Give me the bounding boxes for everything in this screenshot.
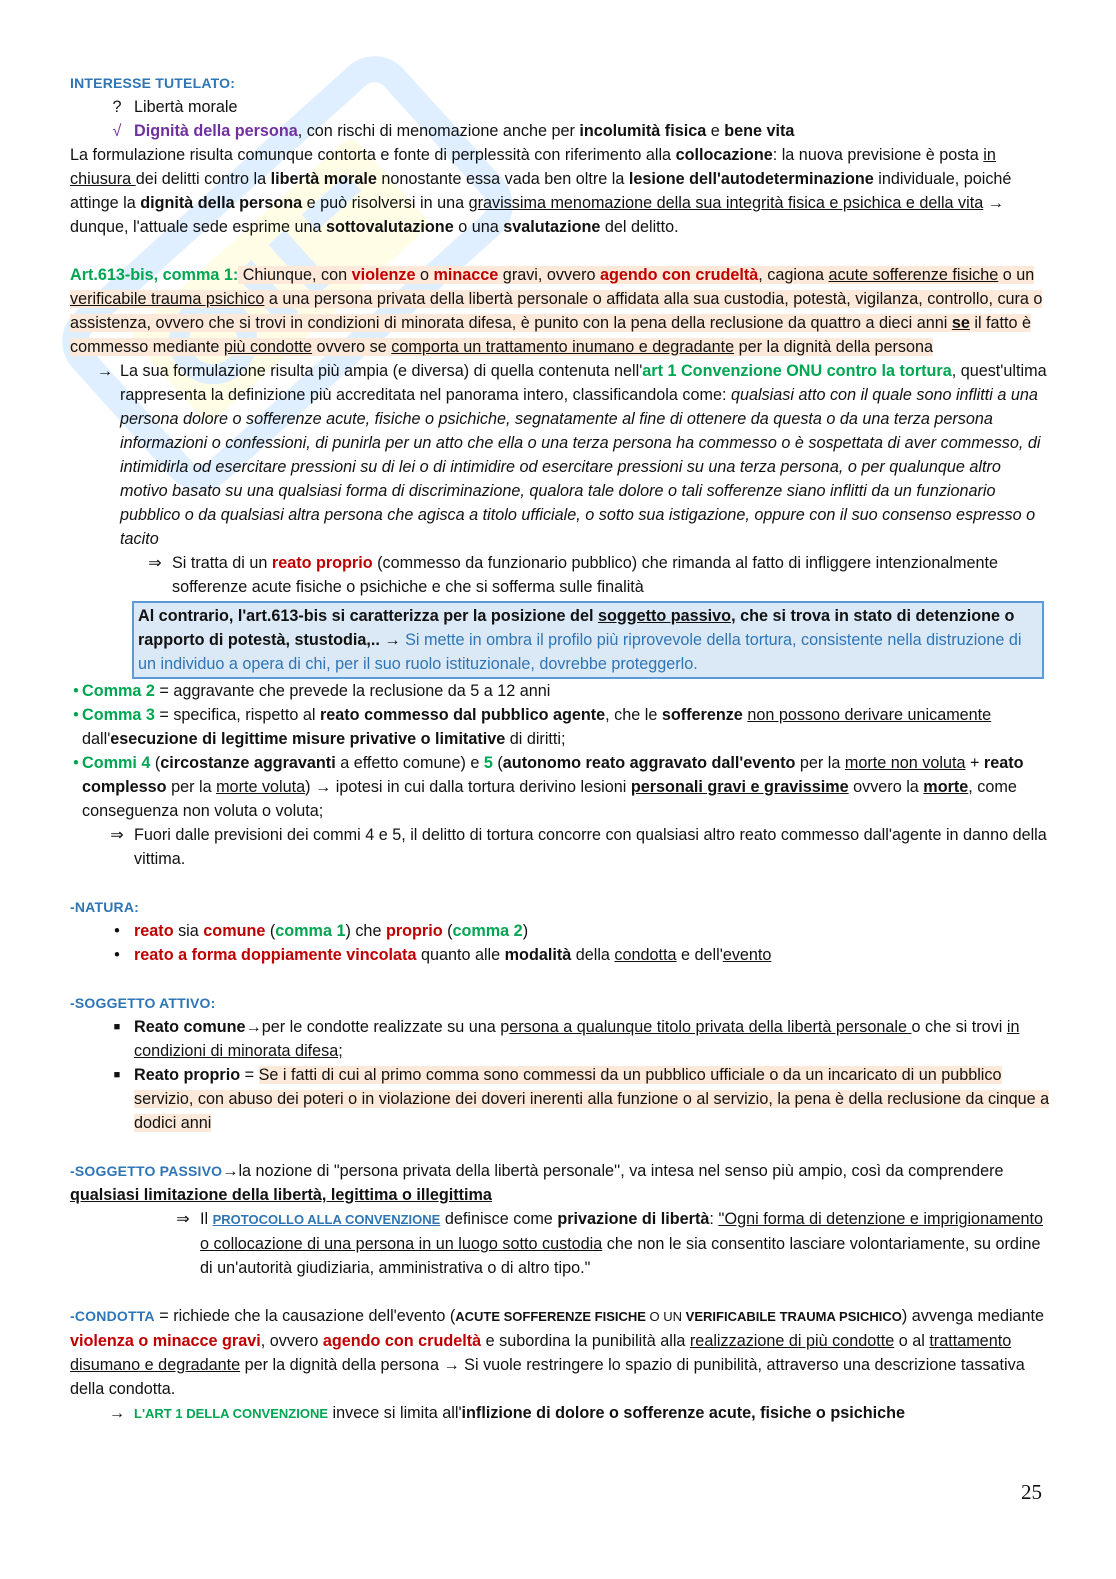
natura-item-1: • reato sia comune (comma 1) che proprio (comma 2): [70, 919, 1050, 943]
document-page: [70, 71, 1050, 1426]
implies-arrow-icon: ⇒: [176, 1210, 190, 1228]
onu-convention-item: → La sua formulazione risulta più ampia (e diversa) di quella contenuta nell'art 1 Convenzione ONU contro la tortura, quest'ultima rappresenta la definizione più accreditata nel panorama intero, classificandola come: qualsiasi atto con il quale sono inflitti a una persona dolore o sofferenze acute, fisiche o psichiche, segnatamente al fine di ottenere da questa o da una terza persona informazioni o confessioni, di punirla per un atto che ella o una terza persona ha commesso o è sospettata di aver commesso, di intimidirla od esercitare pressioni su di lei o di intimidire od esercitare pressioni su una terza persona, o per qualunque altro motivo basato su una qualsiasi forma di discriminazione, qualora tale dolore o tali sofferenze siano inflitti da un funzionario pubblico o da qualsiasi altra persona che agisca a titolo ufficiale, o sotto sua istigazione, oppure con il suo consenso espresso o tacito: [70, 359, 1050, 551]
article-613-bis-text: Art.613-bis, comma 1: Chiunque, con violenze o minacce gravi, ovvero agendo con crudeltà, cagiona acute sofferenze fisiche o un verificabile trauma psichico a una persona privata della libertà personale o affidata alla sua custodia, potestà, vigilanza, controllo, cura o assistenza, ovvero che si trovi in condizioni di minorata difesa, è punito con la pena della reclusione da quattro a dieci anni se il fatto è commesso mediante più condotte ovvero se comporta un trattamento inumano e degradante per la dignità della persona: [70, 266, 1043, 356]
reato-proprio-item: ⇒ Si tratta di un reato proprio (commesso da funzionario pubblico) che rimanda al fatto di infliggere intenzionalmente sofferenze acute fisiche o psichiche e che si sofferma sulle finalità: [70, 551, 1050, 599]
dot-bullet-icon: •: [114, 946, 120, 964]
implies-arrow-icon: ⇒: [110, 826, 124, 844]
bullet-dignita: √ Dignità della persona, con rischi di menomazione anche per incolumità fisica e bene vita: [70, 119, 1050, 143]
checkmark-bullet-icon: √: [112, 122, 122, 140]
natura-item-2: • reato a forma doppiamente vincolata quanto alle modalità della condotta e dell'evento: [70, 943, 1050, 967]
reato-comune-item: ■ Reato comune→per le condotte realizzate su una persona a qualunque titolo privata della libertà personale o che si trovi in condizioni di minorata difesa;: [70, 1015, 1050, 1063]
convenzione-art1-item: → L'ART 1 DELLA CONVENZIONE invece si limita all'inflizione di dolore o sofferenze acute, fisiche o psichiche: [70, 1401, 1050, 1426]
reato-proprio-attivo-item: ■ Reato proprio = Se i fatti di cui al primo comma sono commessi da un pubblico ufficiale o da un incaricato di un pubblico servizio, con abuso dei poteri o in violazione dei doveri inerenti alla funzione o al servizio, la pena è della reclusione da cinque a dodici anni: [70, 1063, 1050, 1135]
section-heading-interesse: INTERESSE TUTELATO:: [70, 75, 236, 91]
page-number: 25: [1021, 1480, 1042, 1504]
concorso-item: ⇒ Fuori dalle previsioni dei commi 4 e 5, il delitto di tortura concorre con qualsiasi altro reato commesso dall'agente in danno della vittima.: [70, 823, 1050, 871]
dot-bullet-icon: •: [73, 682, 79, 700]
dot-bullet-icon: •: [114, 922, 120, 940]
square-bullet-icon: ■: [113, 1069, 121, 1081]
commi-4-5-item: • Commi 4 (circostanze aggravanti a effetto comune) e 5 (autonomo reato aggravato dall'evento per la morte non voluta + reato complesso per la morte voluta) → ipotesi in cui dalla tortura derivino lesioni personali gravi e gravissime ovvero la morte, come conseguenza non voluta o voluta;: [70, 751, 1050, 823]
section-heading-natura: -NATURA:: [70, 899, 139, 915]
section-heading-soggetto-attivo: -SOGGETTO ATTIVO:: [70, 995, 216, 1011]
condotta-paragraph: -CONDOTTA = richiede che la causazione dell'evento (ACUTE SOFFERENZE FISICHE O UN VERIFICABILE TRAUMA PSICHICO) avvenga mediante violenza o minacce gravi, ovvero agendo con crudeltà e subordina la punibilità alla realizzazione di più condotte o al trattamento disumano e degradante per la dignità della persona → Si vuole restringere lo spazio di punibilità, attraverso una descrizione tassativa della condotta.: [70, 1307, 1045, 1398]
square-bullet-icon: ■: [113, 1021, 121, 1033]
dot-bullet-icon: •: [73, 754, 79, 772]
bullet-liberta-morale: ? Libertà morale: [70, 95, 1050, 119]
arrow-bullet-icon: →: [96, 362, 114, 380]
protocollo-link[interactable]: PROTOCOLLO ALLA CONVENZIONE: [212, 1212, 441, 1227]
comma-3-item: • Comma 3 = specifica, rispetto al reato commesso dal pubblico agente, che le sofferenze non possono derivare unicamente dall'esecuzione di legittime misure privative o limitative di diritti;: [70, 703, 1050, 751]
question-mark-bullet-icon: ?: [112, 98, 122, 116]
protocollo-item: ⇒ Il PROTOCOLLO ALLA CONVENZIONE definisce come privazione di libertà: ''Ogni forma di detenzione e imprigionamento o collocazione di una persona in un luogo sotto custodia che non le sia consentito lasciare volontariamente, su ordine di un'autorità giudiziaria, amministrativa o di altro tipo.": [70, 1207, 1050, 1280]
implies-arrow-icon: ⇒: [148, 554, 162, 572]
dot-bullet-icon: •: [73, 706, 79, 724]
comma-2-item: • Comma 2 = aggravante che prevede la reclusione da 5 a 12 anni: [70, 679, 1050, 703]
arrow-bullet-icon: →: [108, 1404, 126, 1422]
highlight-box-soggetto-passivo: Al contrario, l'art.613-bis si caratterizza per la posizione del soggetto passivo, che si trova in stato di detenzione o rapporto di potestà, stustodia,.. → Si mette in ombra il profilo più riprovevole della tortura, consistente nella distruzione di un individuo a opera di chi, per il suo ruolo istituzionale, dovrebbe proteggerlo.: [132, 601, 1044, 679]
paragraph-formulazione: La formulazione risulta comunque contorta e fonte di perplessità con riferimento alla collocazione: la nuova previsione è posta in chiusura dei delitti contro la libertà morale nonostante essa vada ben oltre la lesione dell'autodeterminazione individuale, poiché attinge la dignità della persona e può risolversi in una gravissima menomazione della sua integrità fisica e psichica e della vita → dunque, l'attuale sede esprime una sottovalutazione o una svalutazione del delitto.: [70, 146, 1012, 236]
soggetto-passivo-paragraph: -SOGGETTO PASSIVO→la nozione di "persona privata della libertà personale'', va intesa nel senso più ampio, così da comprendere qualsiasi limitazione della libertà, legittima o illegittima: [70, 1162, 1004, 1204]
